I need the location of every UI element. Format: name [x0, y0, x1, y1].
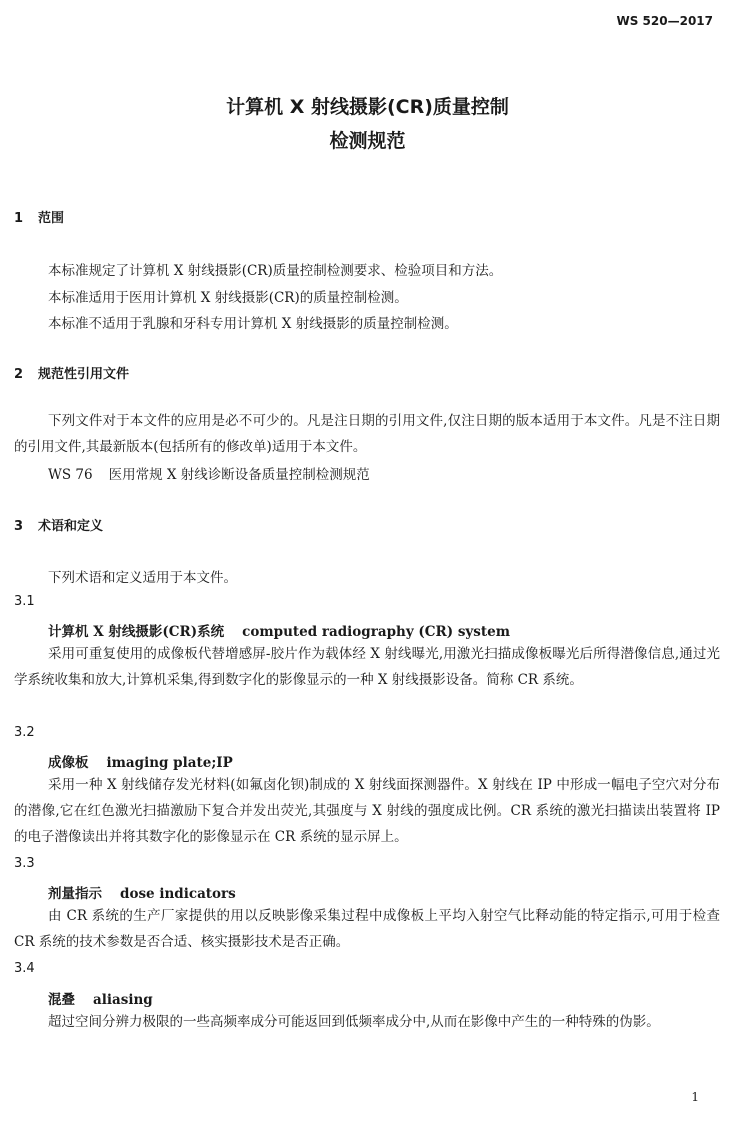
section-title: 术语和定义: [38, 519, 104, 534]
reference-title: 医用常规 X 射线诊断设备质量控制检测规范: [108, 467, 370, 483]
clause-number: 3.4: [14, 961, 35, 976]
term-heading: [48, 988, 153, 1008]
section-1-para-1: 本标准规定了计算机 X 射线摄影(CR)质量控制检测要求、检验项目和方法。: [48, 263, 503, 279]
term-en: imaging plate;IP: [106, 755, 233, 771]
document-title-line1: 计算机 X 射线摄影(CR)质量控制: [226, 96, 509, 118]
term-heading: [48, 882, 236, 902]
section-3-intro: 下列术语和定义适用于本文件。: [48, 570, 237, 586]
section-title: 范围: [38, 211, 65, 226]
section-2-heading: [14, 363, 129, 382]
page-number: 1: [691, 1090, 699, 1104]
section-3-heading: [14, 515, 103, 534]
term-definition: 采用可重复使用的成像板代替增感屏-胶片作为载体经 X 射线曝光,用激光扫描成像板曝光后所得潜像信息,通过光学系统收集和放大,计算机采集,得到数字化的影像显示的一种 X 射线摄影设备。简称 CR 系统。: [14, 646, 720, 688]
section-number: 2: [14, 367, 24, 382]
section-1-para-3: 本标准不适用于乳腺和牙科专用计算机 X 射线摄影的质量控制检测。: [48, 316, 458, 332]
section-1-heading: [14, 207, 64, 226]
normative-reference: [48, 463, 370, 483]
term-en: aliasing: [93, 992, 153, 1008]
term-en: computed radiography (CR) system: [242, 624, 510, 640]
term-heading: [48, 751, 233, 771]
clause-number: 3.2: [14, 725, 35, 740]
term-definition: 由 CR 系统的生产厂家提供的用以反映影像采集过程中成像板上平均入射空气比释动能的特定指示,可用于检查 CR 系统的技术参数是否合适、核实摄影技术是否正确。: [14, 908, 720, 950]
reference-code: WS 76: [48, 467, 93, 483]
clause-number: 3.3: [14, 856, 35, 871]
term-en: dose indicators: [120, 886, 236, 902]
document-title-line2: 检测规范: [329, 130, 406, 152]
section-1-para-2: 本标准适用于医用计算机 X 射线摄影(CR)的质量控制检测。: [48, 290, 408, 306]
section-2-para: 下列文件对于本文件的应用是必不可少的。凡是注日期的引用文件,仅注日期的版本适用于本文件。凡是不注日期的引用文件,其最新版本(包括所有的修改单)适用于本文件。: [14, 413, 720, 455]
term-definition: 采用一种 X 射线储存发光材料(如氟卤化钡)制成的 X 射线面探测器件。X 射线在 IP 中形成一幅电子空穴对分布的潜像,它在红色激光扫描激励下复合并发出荧光,其强度与 X 射线的强度成比例。CR 系统的激光扫描读出装置将 IP 的电子潜像读出并将其数字化的影像显示在 CR 系统的显示屏上。: [14, 777, 720, 845]
clause-number: 3.1: [14, 594, 35, 609]
term-zh: 计算机 X 射线摄影(CR)系统: [48, 624, 225, 640]
term-heading: [48, 620, 510, 640]
section-number: 3: [14, 519, 24, 534]
standard-code: WS 520—2017: [616, 14, 713, 28]
term-zh: 混叠: [48, 992, 75, 1008]
term-zh: 成像板: [48, 755, 89, 771]
section-title: 规范性引用文件: [38, 367, 130, 382]
term-definition: 超过空间分辨力极限的一些高频率成分可能返回到低频率成分中,从而在影像中产生的一种特殊的伪影。: [48, 1014, 660, 1030]
term-zh: 剂量指示: [48, 886, 102, 902]
section-number: 1: [14, 211, 24, 226]
